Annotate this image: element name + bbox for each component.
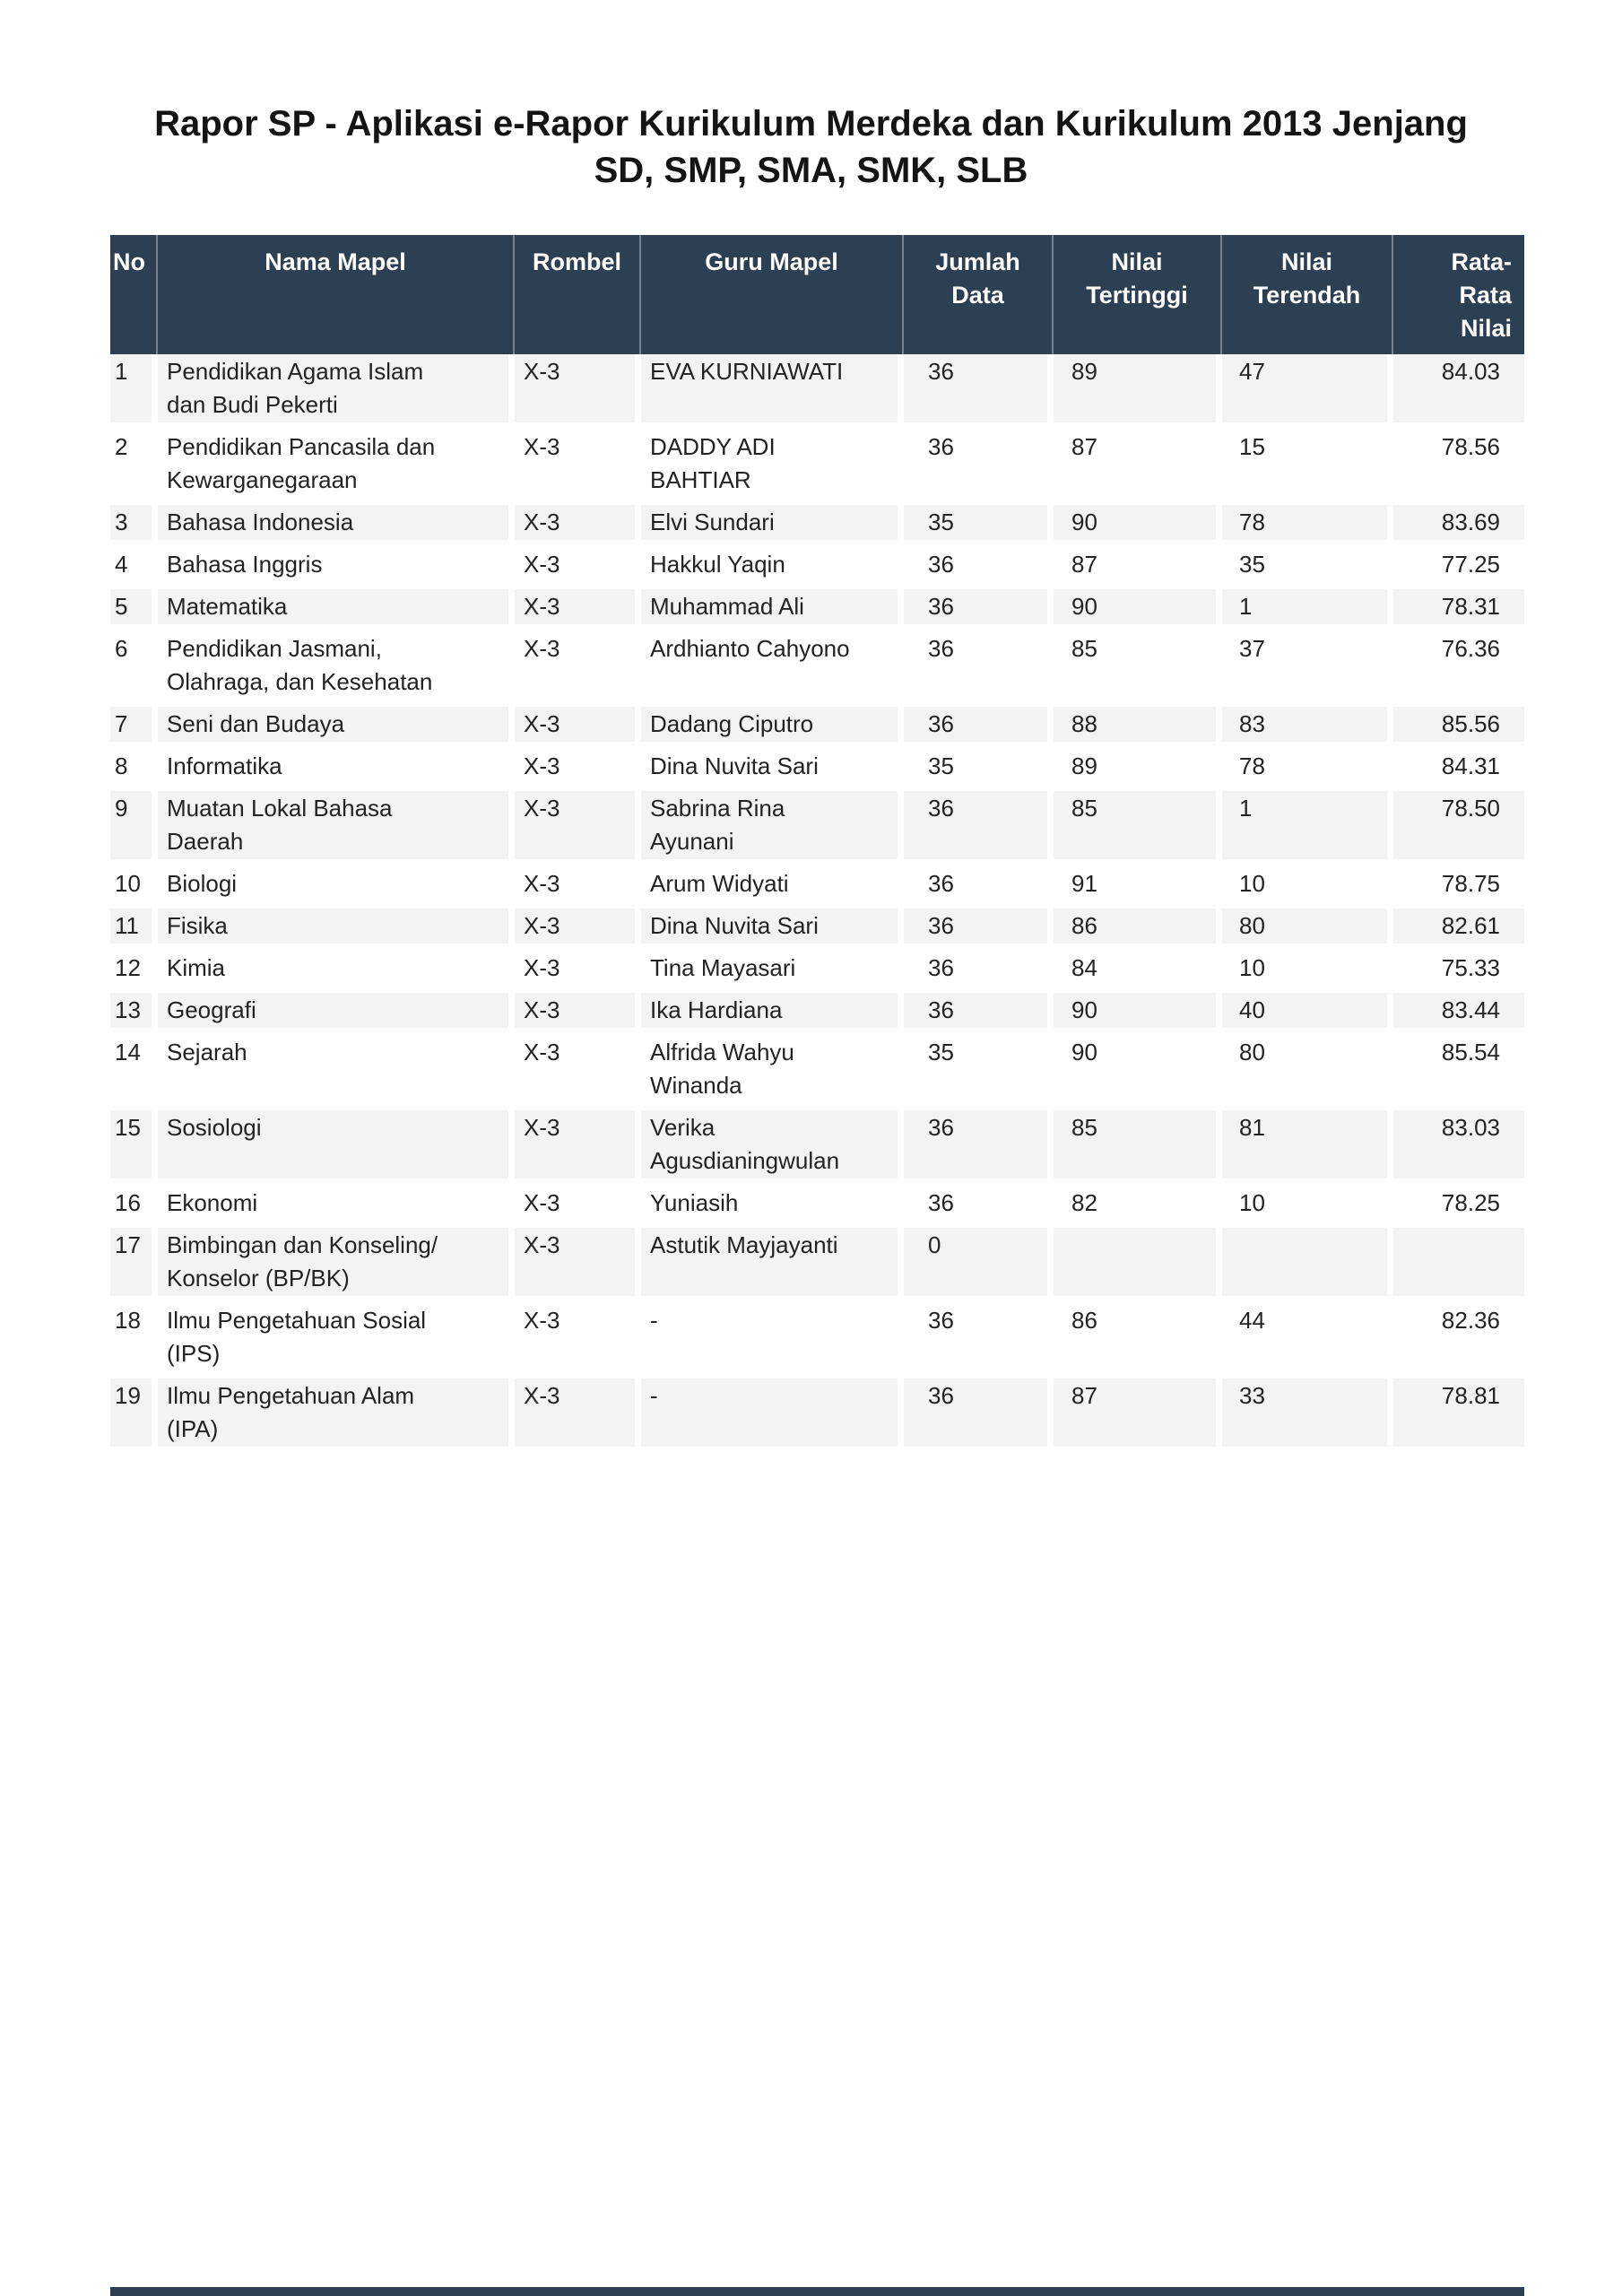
- cell-rombel: X-3: [515, 909, 641, 951]
- table-row: [110, 909, 1524, 951]
- cell-rombel: X-3: [515, 430, 641, 505]
- cell-rata-rata-nilai: 76.36: [1393, 631, 1524, 707]
- cell-guru-mapel: Dina Nuvita Sari: [641, 909, 904, 951]
- cell-nilai-tertinggi: 85: [1054, 631, 1222, 707]
- cell-nama-mapel: Seni dan Budaya: [158, 707, 515, 749]
- cell-nama-mapel: Pendidikan Agama Islam dan Budi Pekerti: [158, 354, 515, 430]
- page-title: Rapor SP - Aplikasi e-Rapor Kurikulum Merdeka dan Kurikulum 2013 Jenjang SD, SMP, SMA, SMK, SLB: [154, 104, 1468, 190]
- cell-jumlah-data: 36: [904, 707, 1054, 749]
- cell-jumlah-data: 36: [904, 547, 1054, 589]
- table-row: [110, 951, 1524, 993]
- cell-rombel: X-3: [515, 791, 641, 866]
- cell-no: 5: [110, 589, 158, 631]
- cell-jumlah-data: 36: [904, 589, 1054, 631]
- cell-rata-rata-nilai: 83.69: [1393, 505, 1524, 547]
- cell-no: 6: [110, 631, 158, 707]
- cell-nilai-terendah: 15: [1222, 430, 1393, 505]
- table-header-row: [110, 235, 1524, 354]
- cell-rombel: X-3: [515, 547, 641, 589]
- cell-rata-rata-nilai: 84.31: [1393, 749, 1524, 791]
- cell-rata-rata-nilai: [1393, 1228, 1524, 1303]
- cell-rata-rata-nilai: 84.03: [1393, 354, 1524, 430]
- cell-guru-mapel: Dadang Ciputro: [641, 707, 904, 749]
- cell-nilai-tertinggi: 90: [1054, 1035, 1222, 1110]
- cell-guru-mapel: Dina Nuvita Sari: [641, 749, 904, 791]
- cell-nilai-terendah: 44: [1222, 1303, 1393, 1378]
- cell-guru-mapel: Elvi Sundari: [641, 505, 904, 547]
- table-row: [110, 749, 1524, 791]
- cell-nilai-terendah: [1222, 1228, 1393, 1303]
- cell-no: 9: [110, 791, 158, 866]
- cell-rombel: X-3: [515, 1378, 641, 1454]
- cell-rata-rata-nilai: 78.50: [1393, 791, 1524, 866]
- cell-guru-mapel: Verika Agusdianingwulan: [641, 1110, 904, 1186]
- cell-jumlah-data: 36: [904, 1186, 1054, 1228]
- cell-rata-rata-nilai: 78.81: [1393, 1378, 1524, 1454]
- cell-nilai-tertinggi: 82: [1054, 1186, 1222, 1228]
- cell-nilai-tertinggi: 89: [1054, 354, 1222, 430]
- cell-nilai-terendah: 1: [1222, 791, 1393, 866]
- table-row: [110, 1035, 1524, 1110]
- cell-nama-mapel: Ekonomi: [158, 1186, 515, 1228]
- cell-rombel: X-3: [515, 631, 641, 707]
- column-header-jumlah-data: Jumlah Data: [904, 235, 1054, 354]
- cell-no: 17: [110, 1228, 158, 1303]
- cell-nama-mapel: Bahasa Inggris: [158, 547, 515, 589]
- cell-rombel: X-3: [515, 707, 641, 749]
- column-header-guru-mapel: Guru Mapel: [641, 235, 904, 354]
- cell-nilai-tertinggi: 86: [1054, 909, 1222, 951]
- cell-nama-mapel: Bahasa Indonesia: [158, 505, 515, 547]
- table-body: [110, 354, 1524, 1454]
- table-row: [110, 707, 1524, 749]
- cell-jumlah-data: 36: [904, 791, 1054, 866]
- table-row: [110, 430, 1524, 505]
- cell-jumlah-data: 36: [904, 909, 1054, 951]
- cell-rata-rata-nilai: 82.36: [1393, 1303, 1524, 1378]
- cell-nama-mapel: Fisika: [158, 909, 515, 951]
- cell-nilai-terendah: 35: [1222, 547, 1393, 589]
- cell-jumlah-data: 36: [904, 1303, 1054, 1378]
- cell-nilai-tertinggi: 90: [1054, 505, 1222, 547]
- cell-nilai-terendah: 10: [1222, 866, 1393, 909]
- cell-nama-mapel: Kimia: [158, 951, 515, 993]
- cell-no: 7: [110, 707, 158, 749]
- cell-nilai-terendah: 47: [1222, 354, 1393, 430]
- column-header-rata-rata-nilai: Rata- Rata Nilai: [1393, 235, 1524, 354]
- cell-jumlah-data: 36: [904, 993, 1054, 1035]
- cell-jumlah-data: 35: [904, 749, 1054, 791]
- cell-jumlah-data: 36: [904, 951, 1054, 993]
- cell-nilai-tertinggi: 87: [1054, 547, 1222, 589]
- table-row: [110, 1186, 1524, 1228]
- cell-rombel: X-3: [515, 1303, 641, 1378]
- cell-nama-mapel: Geografi: [158, 993, 515, 1035]
- cell-nilai-tertinggi: [1054, 1228, 1222, 1303]
- cell-no: 3: [110, 505, 158, 547]
- cell-rombel: X-3: [515, 866, 641, 909]
- cell-nilai-terendah: 40: [1222, 993, 1393, 1035]
- cell-rombel: X-3: [515, 1110, 641, 1186]
- cell-nilai-tertinggi: 90: [1054, 589, 1222, 631]
- cell-rata-rata-nilai: 75.33: [1393, 951, 1524, 993]
- cell-jumlah-data: 35: [904, 505, 1054, 547]
- cell-nilai-tertinggi: 89: [1054, 749, 1222, 791]
- cell-rata-rata-nilai: 83.44: [1393, 993, 1524, 1035]
- table-row: [110, 1378, 1524, 1454]
- cell-no: 16: [110, 1186, 158, 1228]
- cell-no: 19: [110, 1378, 158, 1454]
- table-row: [110, 547, 1524, 589]
- cell-no: 15: [110, 1110, 158, 1186]
- cell-rata-rata-nilai: 78.25: [1393, 1186, 1524, 1228]
- cell-no: 8: [110, 749, 158, 791]
- table-row: [110, 866, 1524, 909]
- cell-no: 4: [110, 547, 158, 589]
- cell-jumlah-data: 36: [904, 866, 1054, 909]
- cell-nama-mapel: Matematika: [158, 589, 515, 631]
- cell-guru-mapel: Astutik Mayjayanti: [641, 1228, 904, 1303]
- cell-nama-mapel: Muatan Lokal Bahasa Daerah: [158, 791, 515, 866]
- table-row: [110, 589, 1524, 631]
- cell-rata-rata-nilai: 78.75: [1393, 866, 1524, 909]
- table-row: [110, 631, 1524, 707]
- cell-nilai-tertinggi: 90: [1054, 993, 1222, 1035]
- cell-nilai-terendah: 78: [1222, 505, 1393, 547]
- cell-rata-rata-nilai: 85.56: [1393, 707, 1524, 749]
- cell-nilai-tertinggi: 91: [1054, 866, 1222, 909]
- cell-rombel: X-3: [515, 993, 641, 1035]
- cell-guru-mapel: -: [641, 1378, 904, 1454]
- cell-nilai-tertinggi: 87: [1054, 430, 1222, 505]
- cell-guru-mapel: Ardhianto Cahyono: [641, 631, 904, 707]
- cell-nilai-tertinggi: 87: [1054, 1378, 1222, 1454]
- cell-jumlah-data: 36: [904, 1110, 1054, 1186]
- cell-guru-mapel: Hakkul Yaqin: [641, 547, 904, 589]
- table-row: [110, 1228, 1524, 1303]
- cell-rombel: X-3: [515, 1186, 641, 1228]
- cell-nilai-terendah: 83: [1222, 707, 1393, 749]
- cell-nama-mapel: Pendidikan Pancasila dan Kewarganegaraan: [158, 430, 515, 505]
- cell-rombel: X-3: [515, 505, 641, 547]
- table-row: [110, 505, 1524, 547]
- cell-nama-mapel: Informatika: [158, 749, 515, 791]
- cell-nilai-terendah: 10: [1222, 951, 1393, 993]
- table-row: [110, 1303, 1524, 1378]
- column-header-nilai-terendah: Nilai Terendah: [1222, 235, 1393, 354]
- cell-nama-mapel: Sosiologi: [158, 1110, 515, 1186]
- cell-guru-mapel: Ika Hardiana: [641, 993, 904, 1035]
- cell-no: 14: [110, 1035, 158, 1110]
- cell-nilai-terendah: 1: [1222, 589, 1393, 631]
- cell-jumlah-data: 0: [904, 1228, 1054, 1303]
- column-header-no: No: [110, 235, 158, 354]
- cell-nilai-terendah: 80: [1222, 1035, 1393, 1110]
- table-header: [110, 235, 1524, 354]
- cell-nilai-tertinggi: 85: [1054, 1110, 1222, 1186]
- cell-guru-mapel: Yuniasih: [641, 1186, 904, 1228]
- cell-nilai-terendah: 78: [1222, 749, 1393, 791]
- cell-guru-mapel: Arum Widyati: [641, 866, 904, 909]
- cell-no: 2: [110, 430, 158, 505]
- cell-guru-mapel: -: [641, 1303, 904, 1378]
- cell-guru-mapel: EVA KURNIAWATI: [641, 354, 904, 430]
- cell-nilai-terendah: 37: [1222, 631, 1393, 707]
- cell-nama-mapel: Bimbingan dan Konseling/ Konselor (BP/BK): [158, 1228, 515, 1303]
- cell-jumlah-data: 36: [904, 1378, 1054, 1454]
- cell-rombel: X-3: [515, 589, 641, 631]
- column-header-nama-mapel: Nama Mapel: [158, 235, 515, 354]
- table-row: [110, 1110, 1524, 1186]
- cell-jumlah-data: 36: [904, 430, 1054, 505]
- cell-nilai-terendah: 33: [1222, 1378, 1393, 1454]
- cell-jumlah-data: 36: [904, 631, 1054, 707]
- cell-nilai-tertinggi: 88: [1054, 707, 1222, 749]
- cell-no: 18: [110, 1303, 158, 1378]
- cell-guru-mapel: Alfrida Wahyu Winanda: [641, 1035, 904, 1110]
- cell-rombel: X-3: [515, 1035, 641, 1110]
- cell-nilai-terendah: 81: [1222, 1110, 1393, 1186]
- table-row: [110, 993, 1524, 1035]
- table-row: [110, 791, 1524, 866]
- cell-nilai-terendah: 10: [1222, 1186, 1393, 1228]
- cell-rombel: X-3: [515, 354, 641, 430]
- cell-no: 12: [110, 951, 158, 993]
- cell-guru-mapel: Muhammad Ali: [641, 589, 904, 631]
- cell-guru-mapel: DADDY ADI BAHTIAR: [641, 430, 904, 505]
- cell-nama-mapel: Biologi: [158, 866, 515, 909]
- cell-guru-mapel: Sabrina Rina Ayunani: [641, 791, 904, 866]
- cell-guru-mapel: Tina Mayasari: [641, 951, 904, 993]
- cell-rata-rata-nilai: 77.25: [1393, 547, 1524, 589]
- cell-rata-rata-nilai: 82.61: [1393, 909, 1524, 951]
- cell-rombel: X-3: [515, 951, 641, 993]
- mapel-report-table: [110, 235, 1524, 1454]
- cell-no: 1: [110, 354, 158, 430]
- cell-no: 13: [110, 993, 158, 1035]
- table-row: [110, 354, 1524, 430]
- cell-nilai-tertinggi: 85: [1054, 791, 1222, 866]
- cell-rata-rata-nilai: 85.54: [1393, 1035, 1524, 1110]
- cell-rata-rata-nilai: 78.56: [1393, 430, 1524, 505]
- cell-nilai-tertinggi: 86: [1054, 1303, 1222, 1378]
- cell-no: 10: [110, 866, 158, 909]
- cell-nilai-tertinggi: 84: [1054, 951, 1222, 993]
- column-header-nilai-tertinggi: Nilai Tertinggi: [1054, 235, 1222, 354]
- cell-nama-mapel: Sejarah: [158, 1035, 515, 1110]
- cell-jumlah-data: 36: [904, 354, 1054, 430]
- cell-nama-mapel: Ilmu Pengetahuan Sosial (IPS): [158, 1303, 515, 1378]
- cell-rombel: X-3: [515, 1228, 641, 1303]
- cell-rombel: X-3: [515, 749, 641, 791]
- cell-rata-rata-nilai: 83.03: [1393, 1110, 1524, 1186]
- cell-nama-mapel: Ilmu Pengetahuan Alam (IPA): [158, 1378, 515, 1454]
- cell-nilai-terendah: 80: [1222, 909, 1393, 951]
- next-page-header-strip: [110, 2287, 1524, 2296]
- cell-jumlah-data: 35: [904, 1035, 1054, 1110]
- cell-nama-mapel: Pendidikan Jasmani, Olahraga, dan Kesehatan: [158, 631, 515, 707]
- cell-rata-rata-nilai: 78.31: [1393, 589, 1524, 631]
- column-header-rombel: Rombel: [515, 235, 641, 354]
- cell-no: 11: [110, 909, 158, 951]
